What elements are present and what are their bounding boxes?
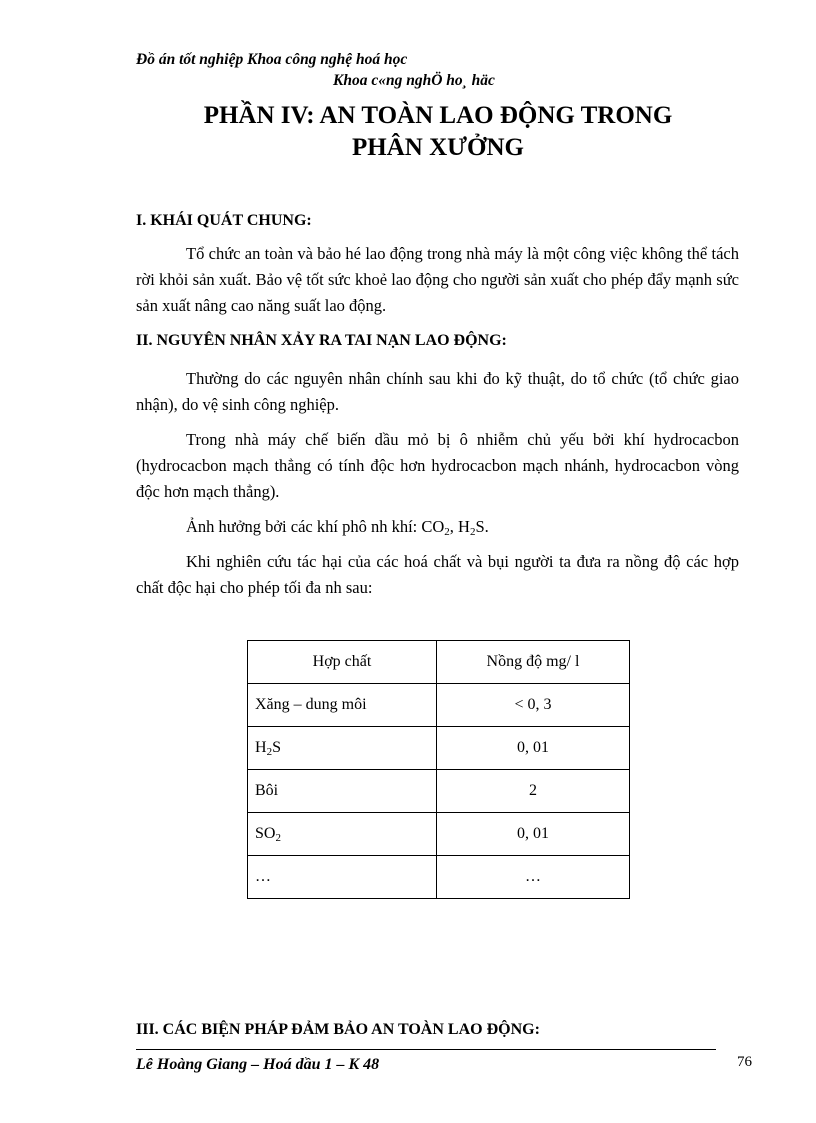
table-header-compound: Hợp chất [248, 641, 437, 684]
table-row [248, 770, 630, 813]
paragraph-3-text: Trong nhà máy chế biến dầu mỏ bị ô nhiễm chủ yếu bởi khí hydrocacbon (hydrocacbon mạch thẳng có tính độc hơn hydrocacbon mạch nhánh, hydrocacbon vòng độc hơn mạch thẳng). [136, 430, 739, 501]
paragraph-5-text: Khi nghiên cứu tác hại của các hoá chất và bụi người ta đưa ra nồng độ các hợp chất độc hại cho phép tối đa nh sau: [136, 552, 739, 597]
p4-sub-2: 2 [469, 526, 476, 538]
paragraph-1-text: Tổ chức an toàn và bảo hé lao động trong nhà máy là một công việc không thể tách rời khỏi sản xuất. Bảo vệ tốt sức khoẻ lao động cho người sản xuất cho phép đẩy mạnh sức sản xuất nâng cao năng suất lao động. [136, 244, 739, 315]
paragraph-4 [136, 514, 739, 540]
footer-author: Lê Hoàng Giang – Hoá dầu 1 – K 48 [136, 1056, 380, 1073]
table-header-concentration: Nồng độ mg/ l [437, 641, 630, 684]
p4-pre: Ảnh hưởng bởi các khí phô nh khí: CO [186, 517, 445, 536]
table-header-row [248, 641, 630, 684]
header-line-1: Đồ án tốt nghiệp Khoa công nghệ hoá học [136, 51, 408, 68]
footer-divider [136, 1049, 716, 1050]
table-cell-compound: Xăng – dung môi [248, 684, 437, 727]
paragraph-2-text: Thường do các nguyên nhân chính sau khi đo kỹ thuật, do tổ chức (tổ chức giao nhận), do vệ sinh công nghiệp. [136, 369, 739, 414]
table-row [248, 684, 630, 727]
table-row [248, 727, 630, 770]
table-row [248, 856, 630, 899]
compound-sub: 2 [266, 746, 273, 758]
compound-pre: SO [255, 825, 276, 842]
paragraph-2 [136, 366, 739, 418]
compound-sub: 2 [275, 832, 281, 844]
paragraph-5 [136, 549, 739, 601]
p4-post: S. [475, 517, 489, 536]
table-row [248, 813, 630, 856]
compound-post: S [272, 739, 281, 756]
page-number: 76 [737, 1054, 752, 1070]
table-cell-concentration: … [437, 856, 630, 899]
section-heading-1: I. KHÁI QUÁT CHUNG: [136, 212, 312, 229]
paragraph-1 [136, 241, 739, 319]
table-cell-compound [248, 727, 437, 770]
section-heading-3: III. CÁC BIỆN PHÁP ĐẢM BẢO AN TOÀN LAO ĐỘNG: [136, 1021, 540, 1038]
table-cell-concentration: < 0, 3 [437, 684, 630, 727]
table-cell-concentration: 2 [437, 770, 630, 813]
table-cell-concentration: 0, 01 [437, 813, 630, 856]
page-title-line-2: PHÂN XƯỞNG [352, 134, 524, 161]
toxic-limits-table [247, 640, 630, 899]
p4-mid: , H [449, 517, 470, 536]
header-line-2: Khoa c«ng nghÖ ho¸ häc [333, 72, 495, 89]
compound-pre: H [255, 739, 267, 756]
section-heading-2: II. NGUYÊN NHÂN XẢY RA TAI NẠN LAO ĐỘNG: [136, 332, 507, 349]
table-cell-compound [248, 813, 437, 856]
table-cell-compound: Bôi [248, 770, 437, 813]
table-cell-concentration: 0, 01 [437, 727, 630, 770]
table-cell-compound: … [248, 856, 437, 899]
paragraph-3 [136, 427, 739, 505]
page-title-line-1: PHẦN IV: AN TOÀN LAO ĐỘNG TRONG [203, 102, 673, 129]
p4-sub-1: 2 [444, 526, 450, 538]
